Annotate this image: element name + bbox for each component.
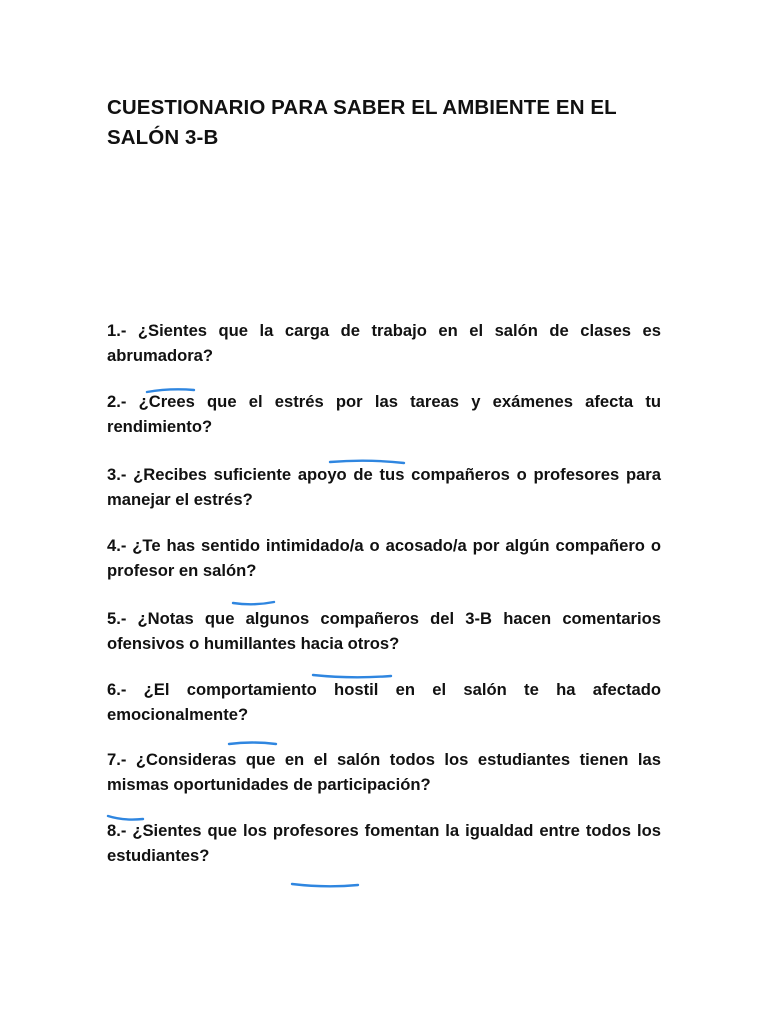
question-4: 4.- ¿Te has sentido intimidado/a o acosado/a por algún compañero o profesor en salón? (107, 536, 661, 580)
pen-stroke-5 (229, 743, 276, 745)
pen-stroke-7 (292, 884, 358, 886)
question-1: 1.- ¿Sientes que la carga de trabajo en el salón de clases es abrumadora? (107, 321, 661, 365)
question-5: 5.- ¿Notas que algunos compañeros del 3-B hacen comentarios ofensivos o humillantes hacia otros? (107, 609, 661, 653)
document-title: CUESTIONARIO PARA SABER EL AMBIENTE EN EL SALÓN 3-B (107, 96, 617, 149)
question-3: 3.- ¿Recibes suficiente apoyo de tus compañeros o profesores para manejar el estrés? (107, 465, 661, 509)
question-2: 2.- ¿Crees que el estrés por las tareas y exámenes afecta tu rendimiento? (107, 392, 661, 436)
question-8: 8.- ¿Sientes que los profesores fomentan la igualdad entre todos los estudiantes? (107, 821, 661, 865)
question-7: 7.- ¿Consideras que en el salón todos los estudiantes tienen las mismas oportunidades de participación? (107, 750, 661, 794)
question-6: 6.- ¿El comportamiento hostil en el salón te ha afectado emocionalmente? (107, 680, 661, 724)
pen-stroke-3 (233, 602, 274, 604)
